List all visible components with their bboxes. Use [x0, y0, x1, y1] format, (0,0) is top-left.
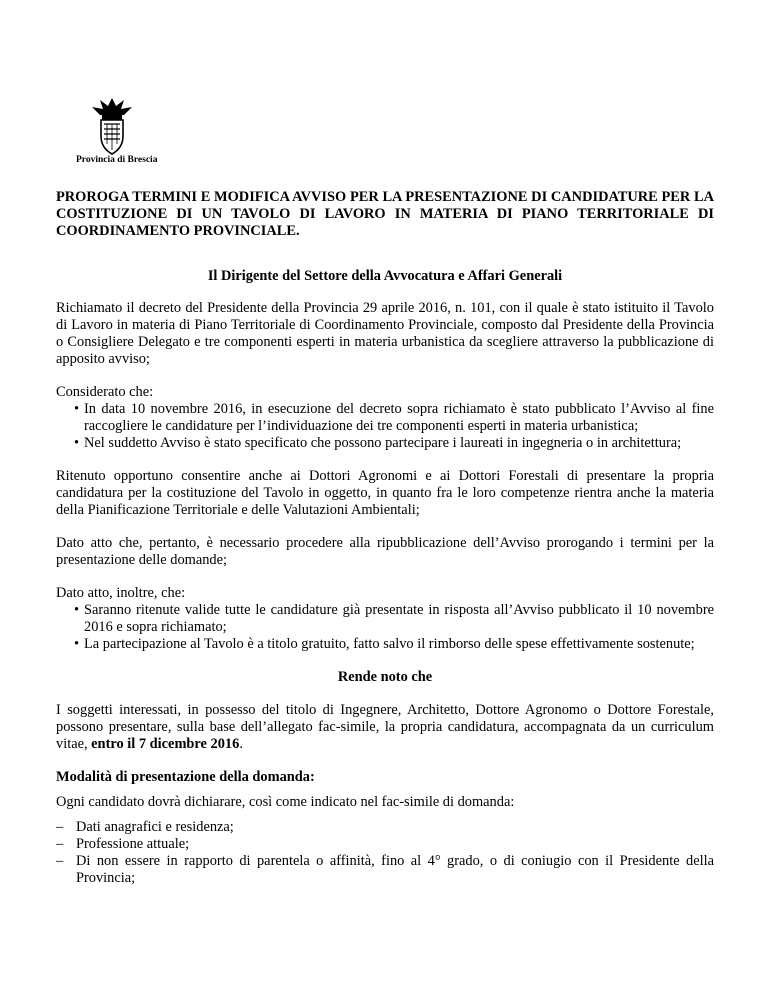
- bullet-icon: •: [74, 602, 80, 618]
- list-item: [56, 401, 714, 435]
- deadline-text: entro il 7 dicembre 2016: [91, 736, 240, 752]
- rende-noto-heading: Rende noto che: [337, 669, 433, 685]
- list-item: [56, 853, 714, 887]
- document-body: [56, 189, 714, 887]
- dato-atto-inoltre-intro: Dato atto, inoltre, che:: [56, 585, 186, 601]
- modalita-intro: Ogni candidato dovrà dichiarare, così come indicato nel fac-simile di domanda:: [56, 794, 515, 810]
- paragraph-dato-atto: Dato atto che, pertanto, è necessario procedere alla ripubblicazione dell’Avviso prorogando i termini per la presentazione delle domande;: [56, 535, 714, 568]
- list-item-text: Di non essere in rapporto di parentela o affinità, fino al 4° grado, o di coniugio con il Presidente della Provincia;: [76, 853, 714, 886]
- list-item-text: La partecipazione al Tavolo è a titolo gratuito, fatto salvo il rimborso delle spese effettivamente sostenute;: [84, 636, 695, 652]
- paragraph-richiamato: Richiamato il decreto del Presidente della Provincia 29 aprile 2016, n. 101, con il quale è stato istituito il Tavolo di Lavoro in materia di Piano Territoriale di Coordinamento Provinciale, composto dal Presidente della Provincia o Consigliere Delegato e tre componenti esperti in materia urbanistica da scegliere attraverso la pubblicazione di apposito avviso;: [56, 300, 714, 367]
- bullet-icon: •: [74, 636, 80, 652]
- list-item-text: Saranno ritenute valide tutte le candidature già presentate in risposta all’Avviso pubblicato il 10 novembre 2016 e sopra richiamato;: [84, 602, 714, 635]
- brescia-coat-of-arms-icon: [90, 96, 134, 156]
- list-item-text: Dati anagrafici e residenza;: [76, 819, 234, 835]
- list-item: [56, 836, 714, 853]
- deadline-end: .: [239, 736, 243, 752]
- list-item-text: In data 10 novembre 2016, in esecuzione del decreto sopra richiamato è stato pubblicato l’Avviso al fine raccogliere le candidature per l’individuazione dei tre componenti esperti in materia urbanistica;: [84, 401, 714, 434]
- modalita-heading: Modalità di presentazione della domanda:: [56, 769, 315, 785]
- paragraph-soggetti: [56, 702, 714, 753]
- list-item: [56, 435, 714, 452]
- list-item-text: Nel suddetto Avviso è stato specificato che possono partecipare i laureati in ingegneria o in architettura;: [84, 435, 682, 451]
- list-item: [56, 602, 714, 636]
- bullet-icon: •: [74, 401, 80, 417]
- document-title: PROROGA TERMINI E MODIFICA AVVISO PER LA PRESENTAZIONE DI CANDIDATURE PER LA COSTITUZIONE DI UN TAVOLO DI LAVORO IN MATERIA DI PIANO TERRITORIALE DI COORDINAMENTO PROVINCIALE.: [56, 189, 714, 239]
- dash-icon: –: [56, 836, 64, 852]
- list-item: [56, 819, 714, 836]
- considerato-list: [56, 401, 714, 452]
- dash-icon: –: [56, 819, 64, 835]
- paragraph-ritenuto: Ritenuto opportuno consentire anche ai Dottori Agronomi e ai Dottori Forestali di presentare la propria candidatura per la costituzione del Tavolo in oggetto, in quanto fra le loro competenze rientra anche la materia della Pianificazione Territoriale e delle Valutazioni Ambientali;: [56, 468, 714, 518]
- list-item: [56, 636, 714, 653]
- soggetti-text: I soggetti interessati, in possesso del titolo di Ingegnere, Architetto, Dottore Agronomo o Dottore Forestale, possono presentare, sulla base dell’allegato fac-simile, la propria candidatura, accompagnata da un curriculum vitae,: [56, 702, 714, 752]
- list-item-text: Professione attuale;: [76, 836, 190, 852]
- bullet-icon: •: [74, 435, 80, 451]
- province-name: Provincia di Brescia: [76, 155, 158, 165]
- document-subtitle: Il Dirigente del Settore della Avvocatura e Affari Generali: [207, 268, 563, 284]
- dash-icon: –: [56, 853, 64, 869]
- considerato-intro: Considerato che:: [56, 384, 154, 400]
- modalita-list: [56, 819, 714, 887]
- dato-atto-list: [56, 602, 714, 653]
